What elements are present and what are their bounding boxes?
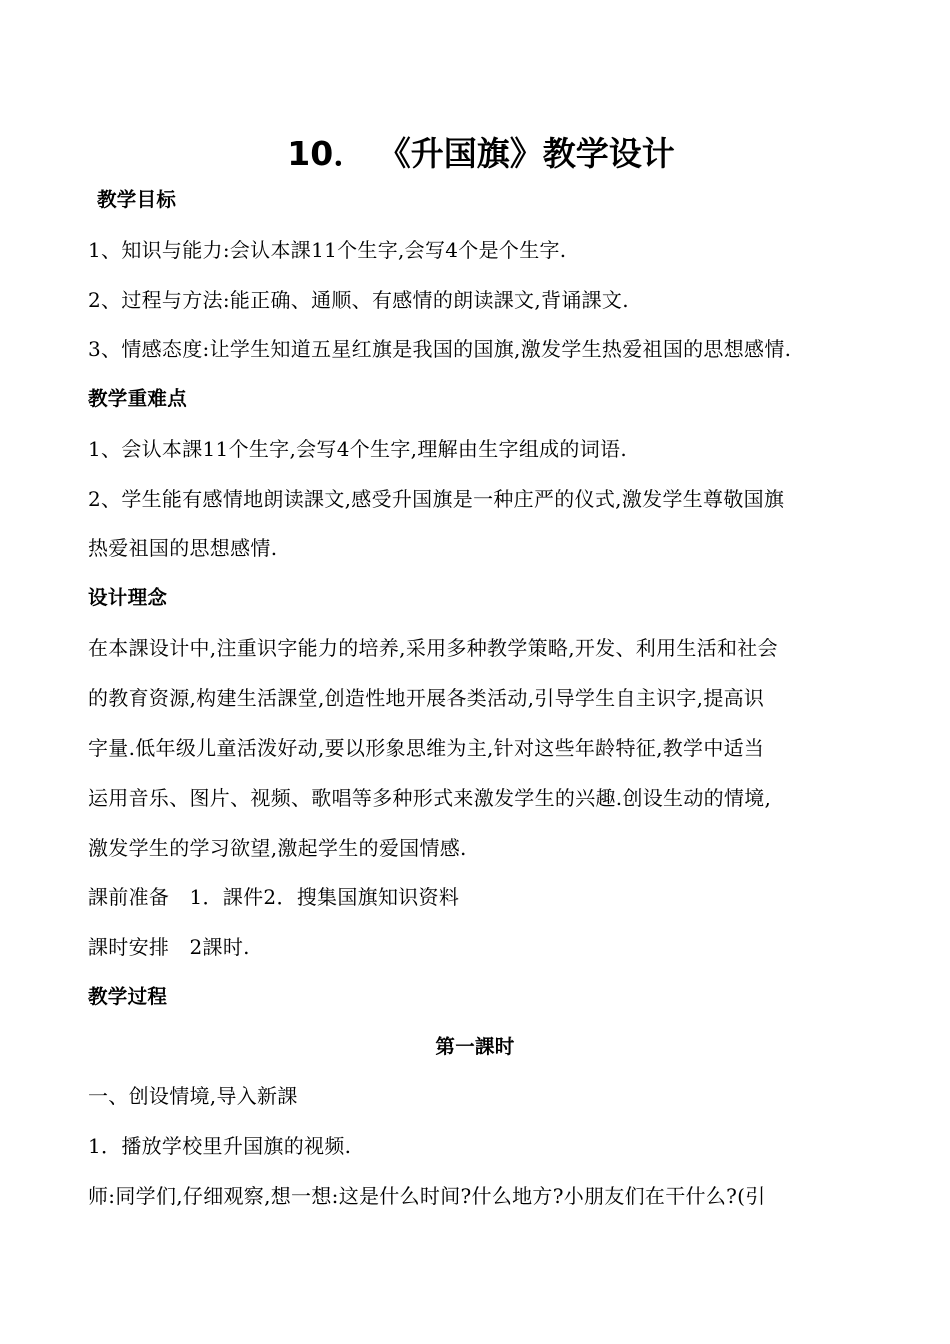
process-line: 师:同学们,仔细观察,想一想:这是什么时间?什么地方?小朋友们在干什么?(引 (88, 1184, 766, 1208)
concept-line: 的教育资源,构建生活課堂,创造性地开展各类活动,引导学生自主识字,提高识 (88, 686, 765, 710)
document-title: 10． 《升国旗》教学设计 (287, 134, 675, 173)
process-heading: 教学过程 (88, 985, 168, 1008)
key-point-line: 2、学生能有感情地朗读課文,感受升国旗是一种庄严的仪式,激发学生尊敬国旗 (88, 487, 785, 511)
concept-line: 在本課设计中,注重识字能力的培养,采用多种教学策略,开发、利用生活和社会 (88, 636, 778, 660)
concept-line: 字量.低年级儿童活泼好动,要以形象思维为主,针对这些年龄特征,教学中适当 (88, 736, 765, 760)
key-points-heading: 教学重难点 (88, 387, 188, 410)
objectives-heading: 教学目标 (97, 188, 177, 211)
objective-item: 2、过程与方法:能正确、通顺、有感情的朗读課文,背诵課文. (88, 288, 629, 312)
schedule: 課时安排 2課时. (88, 935, 250, 959)
key-point-line: 1、会认本課11个生字,会写4个生字,理解由生字组成的词语. (88, 437, 627, 461)
objective-item: 3、情感态度:让学生知道五星红旗是我国的国旗,激发学生热爱祖国的思想感情. (88, 337, 792, 361)
preparation: 課前准备 1．課件2．搜集国旗知识资料 (88, 885, 460, 909)
process-line: 一、创设情境,导入新課 (88, 1084, 298, 1108)
concept-line: 运用音乐、图片、视频、歌唱等多种形式来激发学生的兴趣.创设生动的情境, (88, 786, 772, 810)
key-point-line: 热爱祖国的思想感情. (88, 536, 278, 560)
concept-heading: 设计理念 (88, 586, 168, 609)
objective-item: 1、知识与能力:会认本課11个生字,会写4个是个生字. (88, 238, 567, 262)
process-line: 1．播放学校里升国旗的视频. (88, 1134, 352, 1158)
lesson-title: 第一課时 (435, 1035, 515, 1058)
concept-line: 激发学生的学习欲望,激起学生的爱国情感. (88, 836, 467, 860)
